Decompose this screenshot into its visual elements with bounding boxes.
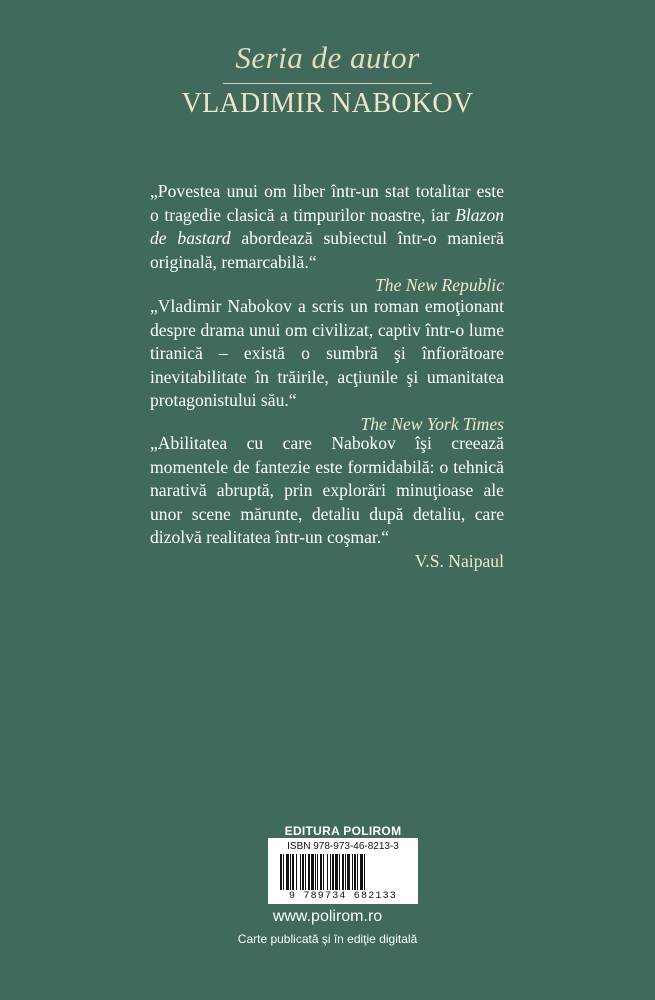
barcode-stripe — [357, 854, 358, 890]
barcode-stripe — [330, 854, 331, 890]
barcode-stripe — [335, 854, 338, 890]
barcode-stripe — [296, 854, 297, 890]
quote-new-york-times — [150, 295, 504, 436]
quote-source: The New Republic — [375, 275, 504, 295]
barcode-stripe — [280, 854, 282, 890]
barcode-stripe — [360, 854, 363, 890]
barcode-stripe — [305, 854, 306, 890]
quote-new-republic — [150, 180, 504, 298]
quote-text: „Povestea unui om liber într-un stat totalitar este o tragedie clasică a timpurilor noastre, iar Blazon de bastard abordează subiectul într-o manieră originală, remarcabilă.“ — [150, 181, 504, 272]
publisher-website: www.polirom.ro — [272, 908, 383, 925]
barcode-stripe — [308, 854, 310, 890]
barcode-stripe — [300, 854, 301, 890]
barcode-stripe — [354, 854, 356, 890]
quote-naipaul — [150, 432, 504, 573]
quote-source: V.S. Naipaul — [414, 550, 504, 571]
barcode-stripe — [342, 854, 344, 890]
quote-source: The New York Times — [360, 413, 504, 434]
quote-text: „Abilitatea cu care Nabokov îşi creează momentele de fantezie este formidabilă: o tehnică narativă abruptă, prin explorări minuţioase ale unor scene mărunte, detaliu după detaliu, care dizolvă realitatea într-un coşmar.“ — [150, 433, 504, 547]
isbn-barcode — [268, 838, 418, 904]
barcode-stripe — [352, 854, 353, 890]
quote-text: „Vladimir Nabokov a scris un roman emoţionant despre drama unui om civilizat, captiv într-o lume tiranică – există o sumbră şi înfiorătoare inevitabilitate în trăirile, acţiunile şi umanitatea protagonistului său.“ — [150, 296, 504, 410]
barcode-stripe — [323, 854, 324, 890]
barcode-stripe — [327, 854, 328, 890]
barcode-stripe — [347, 854, 350, 890]
barcode-stripe — [315, 854, 316, 890]
barcode-stripe — [311, 854, 314, 890]
header-divider — [223, 83, 432, 84]
barcode-stripe — [292, 854, 294, 890]
barcode-bars — [280, 854, 406, 890]
barcode-stripe — [317, 854, 318, 890]
barcode-stripe — [332, 854, 334, 890]
barcode-stripe — [290, 854, 291, 890]
barcode-stripe — [302, 854, 304, 890]
author-name: VLADIMIR NABOKOV — [181, 88, 474, 119]
publisher-name: EDITURA POLIROM — [284, 824, 402, 838]
barcode-stripe — [286, 854, 289, 890]
digital-edition-note: Carte publicată şi în ediţie digitală — [237, 932, 418, 946]
barcode-stripe — [339, 854, 340, 890]
barcode-stripe — [364, 854, 365, 890]
series-title: Seria de autor — [235, 40, 420, 75]
barcode-stripe — [320, 854, 322, 890]
barcode-stripe — [283, 854, 284, 890]
isbn-number: ISBN 978-973-46-8213-3 — [287, 841, 399, 852]
barcode-digits: 9 789734 682133 — [288, 891, 397, 902]
book-title: Blazon de bastard — [150, 204, 504, 248]
barcode-stripe — [345, 854, 346, 890]
